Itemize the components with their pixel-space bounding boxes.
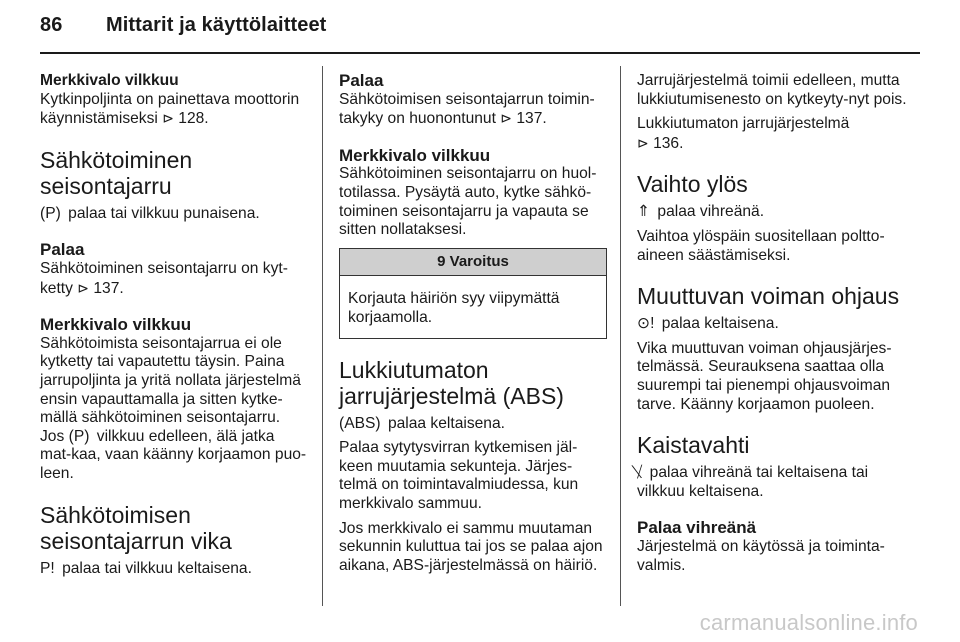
abs-icon: (ABS): [339, 414, 381, 432]
warning-body: Korjauta häiriön syy viipymättä korjaamolla.: [348, 290, 560, 326]
heading-electric-parking-brake: Sähkötoiminen seisontajarru: [40, 146, 193, 199]
parking-brake-fault-icon: P!: [40, 559, 55, 577]
warning-title: 9 Varoitus: [340, 249, 606, 277]
heading-on: Palaa: [339, 71, 384, 90]
heading-variable-steering: Muuttuvan voiman ohjaus: [637, 283, 900, 310]
paragraph-shift-advice: Vaihtoa ylöspäin suositellaan poltto-aineen säästämiseksi.: [637, 227, 885, 264]
warning-icon: 9: [437, 252, 446, 270]
column-divider-1: [322, 66, 323, 606]
paragraph-brake-continues: Jarrujärjestelmä toimii edelleen, mutta lukkiutumisenesto on kytkeyty-nyt pois.: [637, 72, 907, 108]
heading-indicator-blinks: Merkkivalo vilkkuu: [40, 315, 192, 335]
lane-assist-icon: ⧸⃥: [637, 464, 643, 482]
shift-up-icon: ⇑: [637, 203, 651, 221]
paragraph-abs-ref: Lukkiutumaton jarrujärjestelmä ⊳ 136.: [637, 115, 850, 152]
watermark: carmanualsonline.info: [699, 610, 918, 635]
paragraph-abs-indicator: (ABS) palaa keltaisena.: [339, 414, 505, 432]
heading-indicator-blinks: Merkkivalo vilkkuu: [339, 145, 491, 165]
paragraph-lane-indicator: ⧸⃥ palaa vihreänä tai keltaisena tai vilkkuu keltaisena.: [637, 464, 869, 500]
paragraph-epb-degraded: Sähkötoimisen seisontajarrun toimin-takyky on huonontunut ⊳ 137.: [339, 90, 595, 128]
paragraph-epb-indicator: (P) palaa tai vilkkuu punaisena.: [40, 204, 260, 222]
column-3: [637, 72, 917, 575]
page-title: Mittarit ja käyttölaitteet: [106, 14, 327, 36]
paragraph-epb-blink: Sähkötoimista seisontajarrua ei ole kytketty tai vapautettu täysin. Paina jarrupoljinta ja yritä nollata järjestelmä ensin vapauttamalla ja sitten kytke-mällä sähkötoiminen seisontajarru. Jos (P) vilkkuu edelleen, älä jatka mat-kaa, vaan käänny korjaamon puo-leen.: [40, 334, 307, 482]
page-number: 86: [40, 14, 63, 36]
parking-brake-icon: (P): [68, 427, 90, 445]
steering-fault-icon: ⊙!: [637, 315, 655, 333]
paragraph-shift-indicator: ⇑ palaa vihreänä.: [637, 203, 765, 221]
page-ref-icon: ⊳: [77, 279, 90, 296]
paragraph-epb-fault: P! palaa tai vilkkuu keltaisena.: [40, 559, 252, 577]
page-ref-icon: ⊳: [637, 134, 649, 151]
column-2: [339, 72, 607, 575]
page-ref-icon: ⊳: [500, 110, 512, 127]
column-divider-2: [620, 66, 621, 606]
heading-lane-assist: Kaistavahti: [637, 432, 750, 459]
heading-shift-up: Vaihto ylös: [637, 171, 748, 198]
heading-epb-fault: Sähkötoimisen seisontajarrun vika: [40, 501, 232, 554]
heading-indicator-blinks: Merkkivalo vilkkuu: [40, 72, 179, 89]
paragraph-clutch: Kytkinpoljinta on painettava moottorin käynnistämiseksi ⊳ 128.: [40, 90, 300, 128]
parking-brake-icon: (P): [40, 204, 61, 222]
paragraph-steering-fault: Vika muuttuvan voiman ohjausjärjes-telmässä. Seurauksena saattaa olla suurempi tai pienempi ohjausvoiman tarve. Käänny korjaamon puoleen.: [637, 339, 892, 413]
page-ref-icon: ⊳: [162, 110, 174, 127]
paragraph-lane-green: Järjestelmä on käytössä ja toiminta-valmis.: [637, 537, 885, 574]
paragraph-abs-fault: Jos merkkivalo ei sammu muutaman sekunnin kuluttua tai jos se palaa ajon aikana, ABS-järjestelmässä on häiriö.: [339, 519, 603, 574]
heading-green: Palaa vihreänä: [637, 518, 757, 538]
paragraph-epb-on: Sähkötoiminen seisontajarru on kyt-ketty ⊳ 137.: [40, 259, 288, 297]
header-rule: [40, 52, 920, 54]
page-header: [40, 14, 326, 37]
paragraph-steering-indicator: ⊙! palaa keltaisena.: [637, 315, 779, 333]
warning-box: [339, 248, 607, 339]
heading-abs: Lukkiutumaton jarrujärjestelmä (ABS): [339, 356, 564, 409]
column-1: [40, 72, 308, 578]
paragraph-epb-service: Sähkötoiminen seisontajarru on huol-totilassa. Pysäytä auto, kytke sähkö-toiminen seisontajarru ja vapauta se sitten nollataksesi.: [339, 165, 597, 239]
heading-on: Palaa: [40, 240, 85, 260]
paragraph-abs-startup: Palaa sytytysvirran kytkemisen jäl-keen muutamia sekunteja. Järjes-telmä on toimintavalmiudessa, kun merkkivalo sammuu.: [339, 439, 579, 512]
